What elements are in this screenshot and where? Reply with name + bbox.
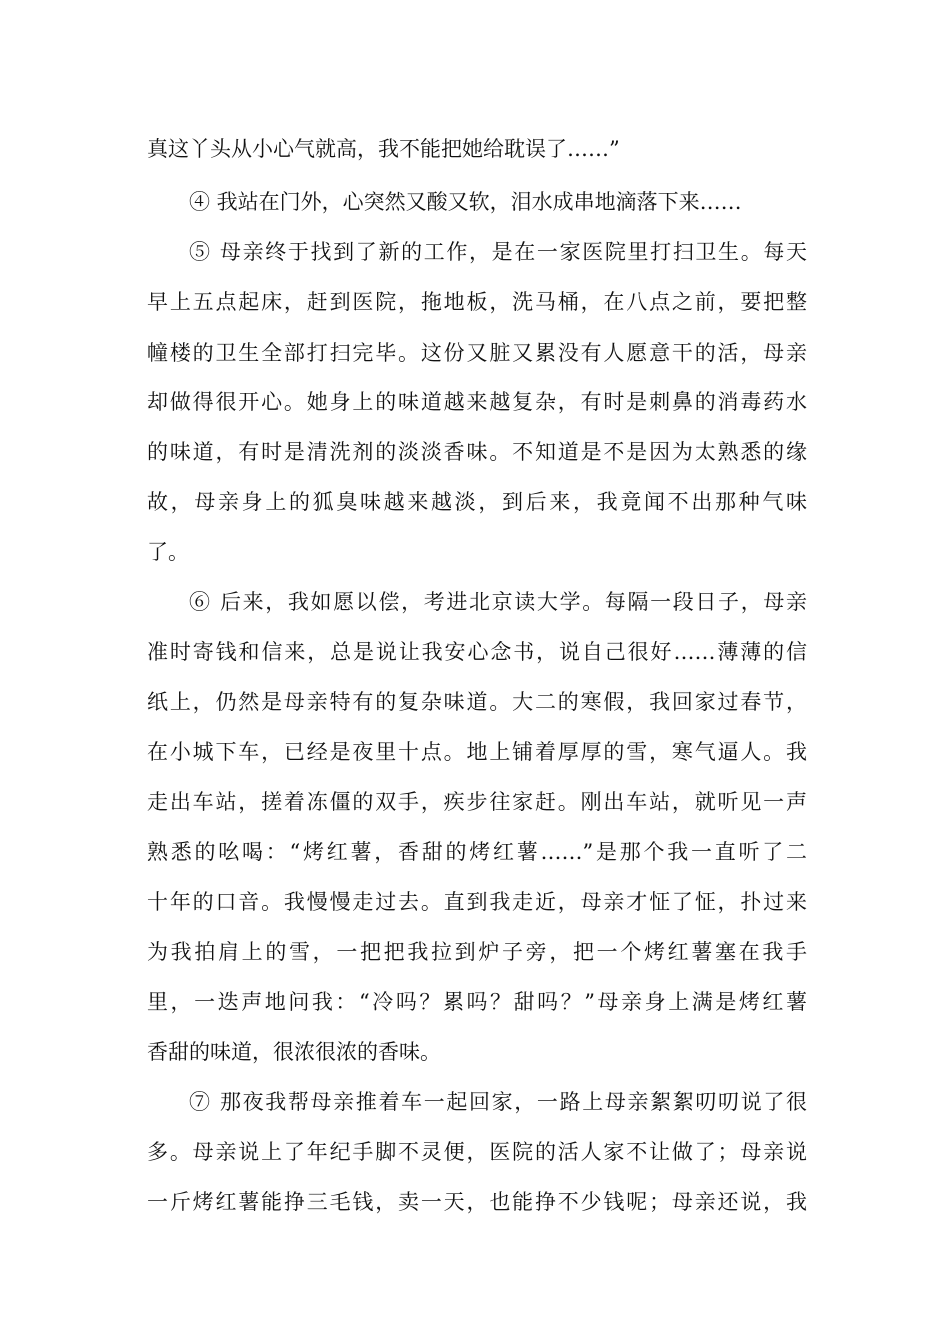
text-line: 走出车站，搓着冻僵的双手，疾步往家赶。刚出车站，就听见一声 xyxy=(147,790,807,814)
text-line: 为我拍肩上的雪，一把把我拉到炉子旁，把一个烤红薯塞在我手 xyxy=(147,940,807,964)
text-line: ⑦ 那夜我帮母亲推着车一起回家，一路上母亲絮絮叨叨说了很 xyxy=(189,1090,807,1114)
text-line: ⑤ 母亲终于找到了新的工作，是在一家医院里打扫卫生。每天 xyxy=(189,240,807,264)
text-line: 真这丫头从小心气就高，我不能把她给耽误了……” xyxy=(147,137,620,161)
text-line: ④ 我站在门外，心突然又酸又软，泪水成串地滴落下来…… xyxy=(189,190,742,214)
text-line: 在小城下车，已经是夜里十点。地上铺着厚厚的雪，寒气逼人。我 xyxy=(147,740,807,764)
text-line: 准时寄钱和信来，总是说让我安心念书，说自己很好……薄薄的信 xyxy=(147,640,807,664)
text-line: 早上五点起床，赶到医院，拖地板，洗马桶，在八点之前，要把整 xyxy=(147,290,807,314)
text-line: 一斤烤红薯能挣三毛钱，卖一天，也能挣不少钱呢；母亲还说，我 xyxy=(147,1190,807,1214)
text-line: 故，母亲身上的狐臭味越来越淡，到后来，我竟闻不出那种气味 xyxy=(147,490,807,514)
text-line: 十年的口音。我慢慢走过去。直到我走近，母亲才怔了怔，扑过来 xyxy=(147,890,807,914)
text-line: ⑥ 后来，我如愿以偿，考进北京读大学。每隔一段日子，母亲 xyxy=(189,590,807,614)
text-line: 纸上，仍然是母亲特有的复杂味道。大二的寒假，我回家过春节， xyxy=(147,690,807,714)
text-line: 了。 xyxy=(147,540,189,564)
text-line: 多。母亲说上了年纪手脚不灵便，医院的活人家不让做了；母亲说 xyxy=(147,1140,807,1164)
text-line: 却做得很开心。她身上的味道越来越复杂，有时是刺鼻的消毒药水 xyxy=(147,390,807,414)
text-line: 香甜的味道，很浓很浓的香味。 xyxy=(147,1040,441,1064)
text-line: 幢楼的卫生全部打扫完毕。这份又脏又累没有人愿意干的活，母亲 xyxy=(147,341,807,365)
text-line: 熟悉的吆喝：“烤红薯，香甜的烤红薯……”是那个我一直听了二 xyxy=(147,840,807,864)
text-line: 的味道，有时是清洗剂的淡淡香味。不知道是不是因为太熟悉的缘 xyxy=(147,440,807,464)
text-line: 里，一迭声地问我：“冷吗？累吗？甜吗？”母亲身上满是烤红薯 xyxy=(147,990,807,1014)
